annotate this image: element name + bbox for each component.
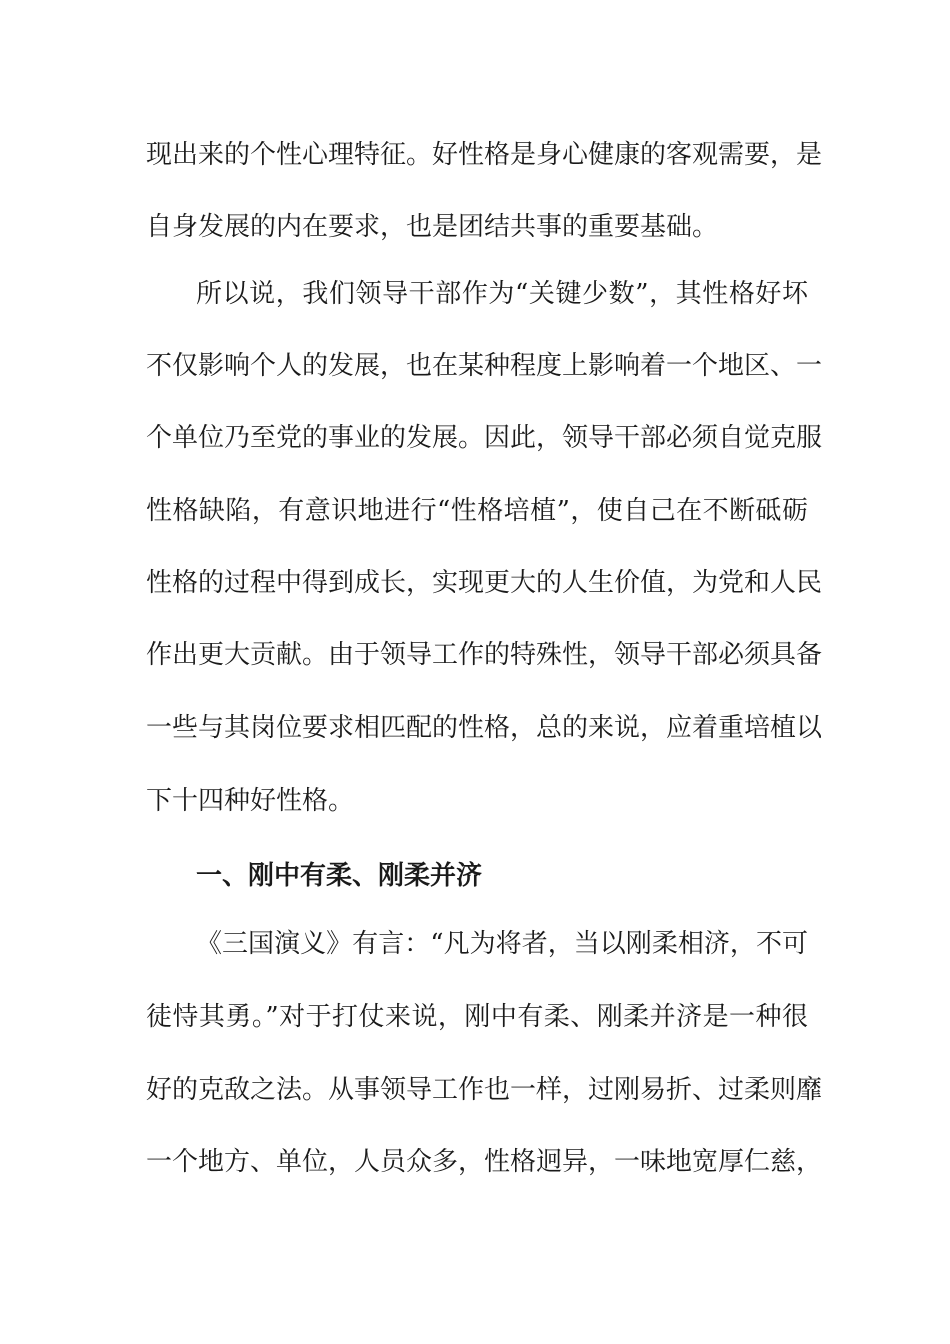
text-line: 性格的过程中得到成长，实现更大的人生价值，为党和人民 bbox=[146, 568, 823, 598]
text-line: 一个地方、单位，人员众多，性格迥异，一味地宽厚仁慈， bbox=[146, 1147, 823, 1177]
text-line: 不仅影响个人的发展，也在某种程度上影响着一个地区、一 bbox=[146, 351, 823, 381]
text-line: 所以说，我们领导干部作为“关键少数”，其性格好坏 bbox=[196, 279, 808, 309]
text-line: 现出来的个性心理特征。好性格是身心健康的客观需要，是 bbox=[146, 140, 823, 170]
text-line: 下十四种好性格。 bbox=[146, 786, 355, 816]
text-line: 个单位乃至党的事业的发展。因此，领导干部必须自觉克服 bbox=[146, 423, 823, 453]
section-heading: 一、刚中有柔、刚柔并济 bbox=[196, 861, 483, 891]
text-line: 性格缺陷，有意识地进行“性格培植”，使自己在不断砥砺 bbox=[146, 496, 808, 526]
text-line: 徒恃其勇。”对于打仗来说，刚中有柔、刚柔并济是一种很 bbox=[146, 1002, 808, 1032]
text-line: 自身发展的内在要求，也是团结共事的重要基础。 bbox=[146, 212, 719, 242]
text-line: 好的克敌之法。从事领导工作也一样，过刚易折、过柔则靡 bbox=[146, 1075, 823, 1105]
text-line: 一些与其岗位要求相匹配的性格，总的来说，应着重培植以 bbox=[146, 713, 823, 743]
text-line: 作出更大贡献。由于领导工作的特殊性，领导干部必须具备 bbox=[146, 640, 823, 670]
text-line: 《三国演义》有言：“凡为将者，当以刚柔相济，不可 bbox=[196, 929, 808, 959]
